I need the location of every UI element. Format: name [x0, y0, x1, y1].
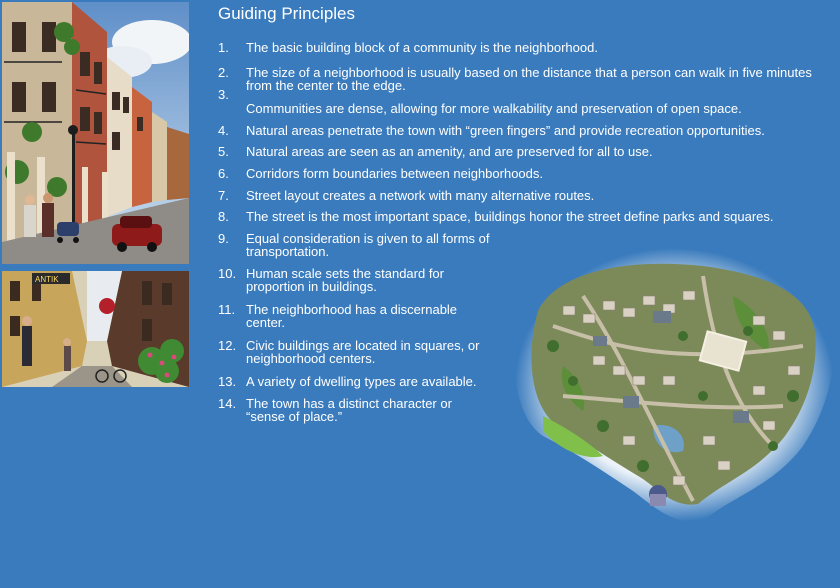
page-title: Guiding Principles: [218, 4, 356, 23]
list-item-text: Natural areas are seen as an amenity, and are preserved for all to use.: [246, 144, 653, 159]
list-item-number: 1.: [218, 40, 229, 55]
list-item-text: The town has a distinct character or “sense of place.”: [246, 396, 452, 424]
list-item-text: The size of a neighborhood is usually based on the distance that a person can walk in five minutes from the center to the edge.: [246, 65, 812, 93]
list-item-number: 4.: [218, 123, 229, 138]
list-item-number: 13.: [218, 374, 237, 389]
list-item-text: Equal consideration is given to all forms of transportation.: [246, 231, 490, 259]
list-item-number: 9.: [218, 231, 229, 246]
list-item-text: Natural areas penetrate the town with “green fingers” and provide recreation opportunities.: [246, 123, 765, 138]
list-item-text: The basic building block of a community is the neighborhood.: [246, 40, 598, 55]
list-item-number: 7.: [218, 188, 229, 203]
list-item-number: 6.: [218, 166, 229, 181]
list-item-number: 2.: [218, 65, 229, 80]
list-item-text: Street layout creates a network with many alternative routes.: [246, 188, 595, 203]
shop-sign-text: ANTIK: [35, 275, 59, 284]
list-item-text: The street is the most important space, buildings honor the street define parks and squares.: [246, 209, 774, 224]
list-item-number: 8.: [218, 209, 229, 224]
list-item-number: 11.: [218, 302, 236, 317]
list-item-text: Civic buildings are located in squares, or neighborhood centers.: [246, 338, 480, 366]
alley-photo: [2, 271, 189, 387]
list-item-text: Human scale sets the standard for proportion in buildings.: [246, 266, 444, 294]
list-item-number: 12.: [218, 338, 237, 353]
list-item-text: The neighborhood has a discernable center.: [246, 302, 458, 330]
list-item-number: 10.: [218, 266, 237, 281]
list-item-text: Communities are dense, allowing for more walkability and preservation of open space.: [246, 101, 742, 116]
street-photo: [2, 2, 189, 264]
town-aerial-illustration: [503, 236, 838, 528]
list-item-text: A variety of dwelling types are available.: [246, 374, 477, 389]
list-item-number: 14.: [218, 396, 237, 411]
list-item-number: 3.: [218, 87, 229, 102]
list-item-text: Corridors form boundaries between neighborhoods.: [246, 166, 544, 181]
list-item-number: 5.: [218, 144, 229, 159]
